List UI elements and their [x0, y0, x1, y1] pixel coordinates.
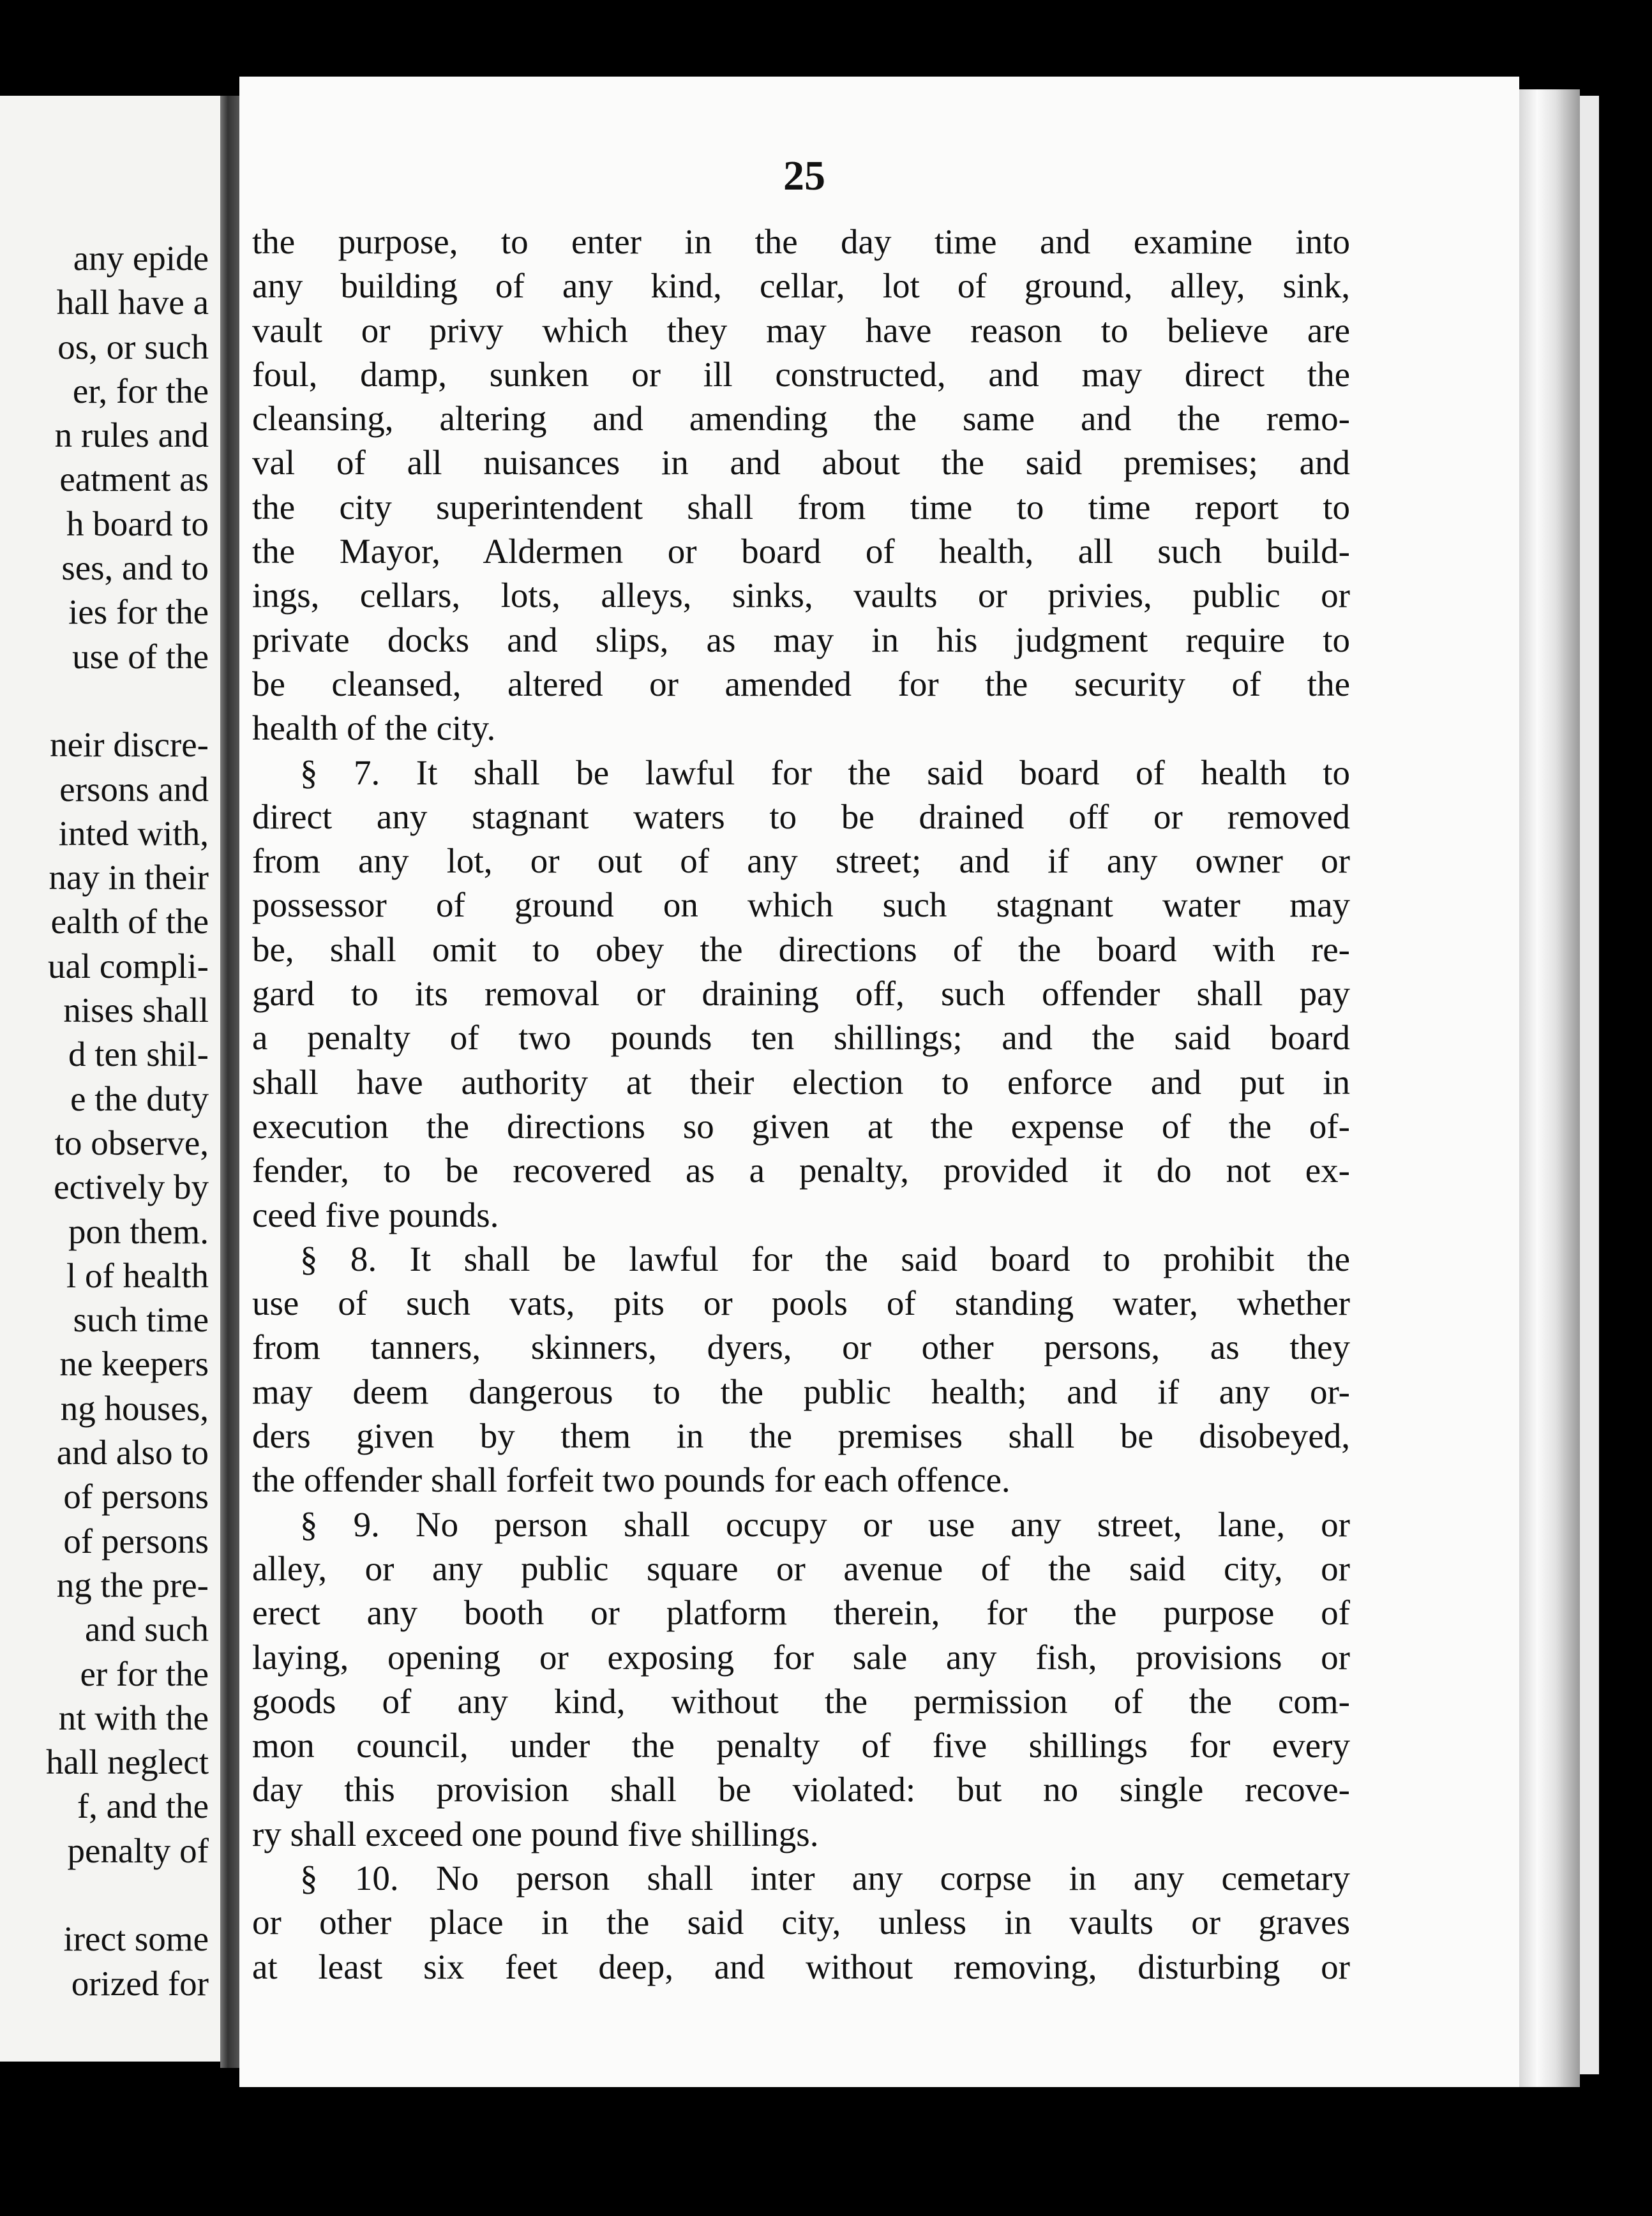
previous-page-line [46, 678, 209, 722]
text-line: laying, opening or exposing for sale any fish, provisions or [252, 1637, 1350, 1677]
previous-page-line [46, 1873, 209, 1917]
text-line: gard to its removal or draining off, such offender shall pay [252, 974, 1350, 1014]
previous-page-line: orized for [71, 1963, 209, 2003]
previous-page-line: ses, and to [61, 548, 209, 588]
text-line: vault or privy which they may have reason to believe are [252, 310, 1350, 350]
text-line: possessor of ground on which such stagnant water may [252, 885, 1350, 925]
previous-page-line: to observe, [54, 1123, 209, 1162]
page-edge-outer [1580, 96, 1599, 2074]
previous-page-line: er for the [80, 1654, 209, 1693]
text-line: ry shall exceed one pound five shillings. [252, 1814, 819, 1853]
text-line: alley, or any public square or avenue of the said city, or [252, 1548, 1350, 1588]
previous-page-line: e the duty [70, 1079, 209, 1118]
previous-page-line: hall have a [56, 283, 209, 322]
text-line: private docks and slips, as may in his judgment require to [252, 620, 1350, 659]
text-line: shall have authority at their election to enforce and put in [252, 1062, 1350, 1102]
text-line: may deem dangerous to the public health; and if any or- [252, 1372, 1350, 1411]
previous-page-line: ersons and [59, 769, 209, 809]
section-9-heading-line: § 9. No person shall occupy or use any street, lane, or [300, 1504, 1350, 1544]
text-line: health of the city. [252, 708, 496, 748]
text-line: the city superintendent shall from time to time report to [252, 487, 1350, 527]
previous-page-line: irect some [63, 1919, 209, 1959]
text-line: execution the directions so given at the expense of the of- [252, 1106, 1350, 1146]
text-line: ceed five pounds. [252, 1195, 499, 1234]
previous-page [0, 96, 220, 2062]
previous-page-line: any epide [73, 239, 209, 278]
text-line: ders given by them in the premises shall be disobeyed, [252, 1416, 1350, 1456]
previous-page-line: nt with the [58, 1698, 209, 1737]
previous-page-line: ies for the [68, 592, 209, 632]
text-line: foul, damp, sunken or ill constructed, and may direct the [252, 354, 1350, 394]
section-10-heading-line: § 10. No person shall inter any corpse in any cemetary [300, 1858, 1350, 1898]
text-line: erect any booth or platform therein, for the purpose of [252, 1593, 1350, 1633]
previous-page-line: penalty of [67, 1830, 209, 1870]
text-line: day this provision shall be violated: but no single recove- [252, 1770, 1350, 1809]
text-line: a penalty of two pounds ten shillings; and the said board [252, 1018, 1350, 1058]
previous-page-line: ng houses, [60, 1388, 209, 1428]
previous-page-line: hall neglect [45, 1742, 209, 1782]
text-line: cleansing, altering and amending the same and the remo- [252, 399, 1350, 438]
previous-page-line: ng the pre- [56, 1565, 209, 1605]
text-line: from tanners, skinners, dyers, or other persons, as they [252, 1328, 1350, 1367]
text-line: be cleansed, altered or amended for the security of the [252, 664, 1350, 703]
previous-page-line: and also to [56, 1433, 209, 1472]
previous-page-line: and such [85, 1610, 209, 1649]
text-line: or other place in the said city, unless in vaults or graves [252, 1903, 1350, 1942]
previous-page-line: ne keepers [59, 1344, 209, 1384]
text-line: fender, to be recovered as a penalty, provided it do not ex- [252, 1151, 1350, 1190]
text-line: val of all nuisances in and about the said premises; and [252, 443, 1350, 483]
text-line: the Mayor, Aldermen or board of health, all such build- [252, 532, 1350, 571]
previous-page-line: l of health [66, 1255, 209, 1295]
page-edge [1519, 89, 1580, 2087]
text-line: the purpose, to enter in the day time and examine into [252, 222, 1350, 261]
book-gutter [220, 96, 239, 2068]
page-number: 25 [783, 153, 825, 199]
section-7-heading-line: § 7. It shall be lawful for the said board of health to [300, 752, 1350, 792]
previous-page-line: of persons [63, 1521, 209, 1561]
text-line: any building of any kind, cellar, lot of ground, alley, sink, [252, 266, 1350, 306]
text-line: at least six feet deep, and without removing, disturbing or [252, 1947, 1350, 1986]
previous-page-line: such time [73, 1300, 209, 1340]
previous-page-line: ectively by [54, 1167, 209, 1207]
previous-page-line: nises shall [63, 991, 209, 1030]
previous-page-line: eatment as [59, 460, 209, 499]
text-line: direct any stagnant waters to be drained off or removed [252, 797, 1350, 836]
previous-page-line: inted with, [58, 813, 209, 853]
text-line: ings, cellars, lots, alleys, sinks, vaults or privies, public or [252, 576, 1350, 615]
text-line: use of such vats, pits or pools of standing water, whether [252, 1284, 1350, 1323]
previous-page-line: f, and the [77, 1786, 209, 1826]
section-8-heading-line: § 8. It shall be lawful for the said board to prohibit the [300, 1239, 1350, 1278]
text-line: mon council, under the penalty of five shillings for every [252, 1726, 1350, 1765]
previous-page-line: pon them. [68, 1211, 209, 1251]
text-line: the offender shall forfeit two pounds for each offence. [252, 1460, 1010, 1500]
text-line: be, shall omit to obey the directions of the board with re- [252, 929, 1350, 969]
previous-page-line: use of the [72, 636, 209, 676]
previous-page-line: h board to [66, 504, 209, 543]
previous-page-line: ual compli- [47, 946, 209, 985]
previous-page-line: ealth of the [50, 902, 209, 941]
previous-page-text [46, 236, 209, 2005]
page-body-text [252, 220, 1350, 1989]
previous-page-line: er, for the [72, 371, 209, 410]
text-line: goods of any kind, without the permission of the com- [252, 1681, 1350, 1721]
previous-page-line: os, or such [57, 327, 209, 366]
previous-page-line: neir discre- [50, 725, 209, 765]
previous-page-line: nay in their [49, 858, 209, 897]
previous-page-line: n rules and [54, 416, 209, 455]
text-line: from any lot, or out of any street; and if any owner or [252, 841, 1350, 881]
previous-page-line: of persons [63, 1477, 209, 1516]
previous-page-line: d ten shil- [68, 1035, 209, 1074]
